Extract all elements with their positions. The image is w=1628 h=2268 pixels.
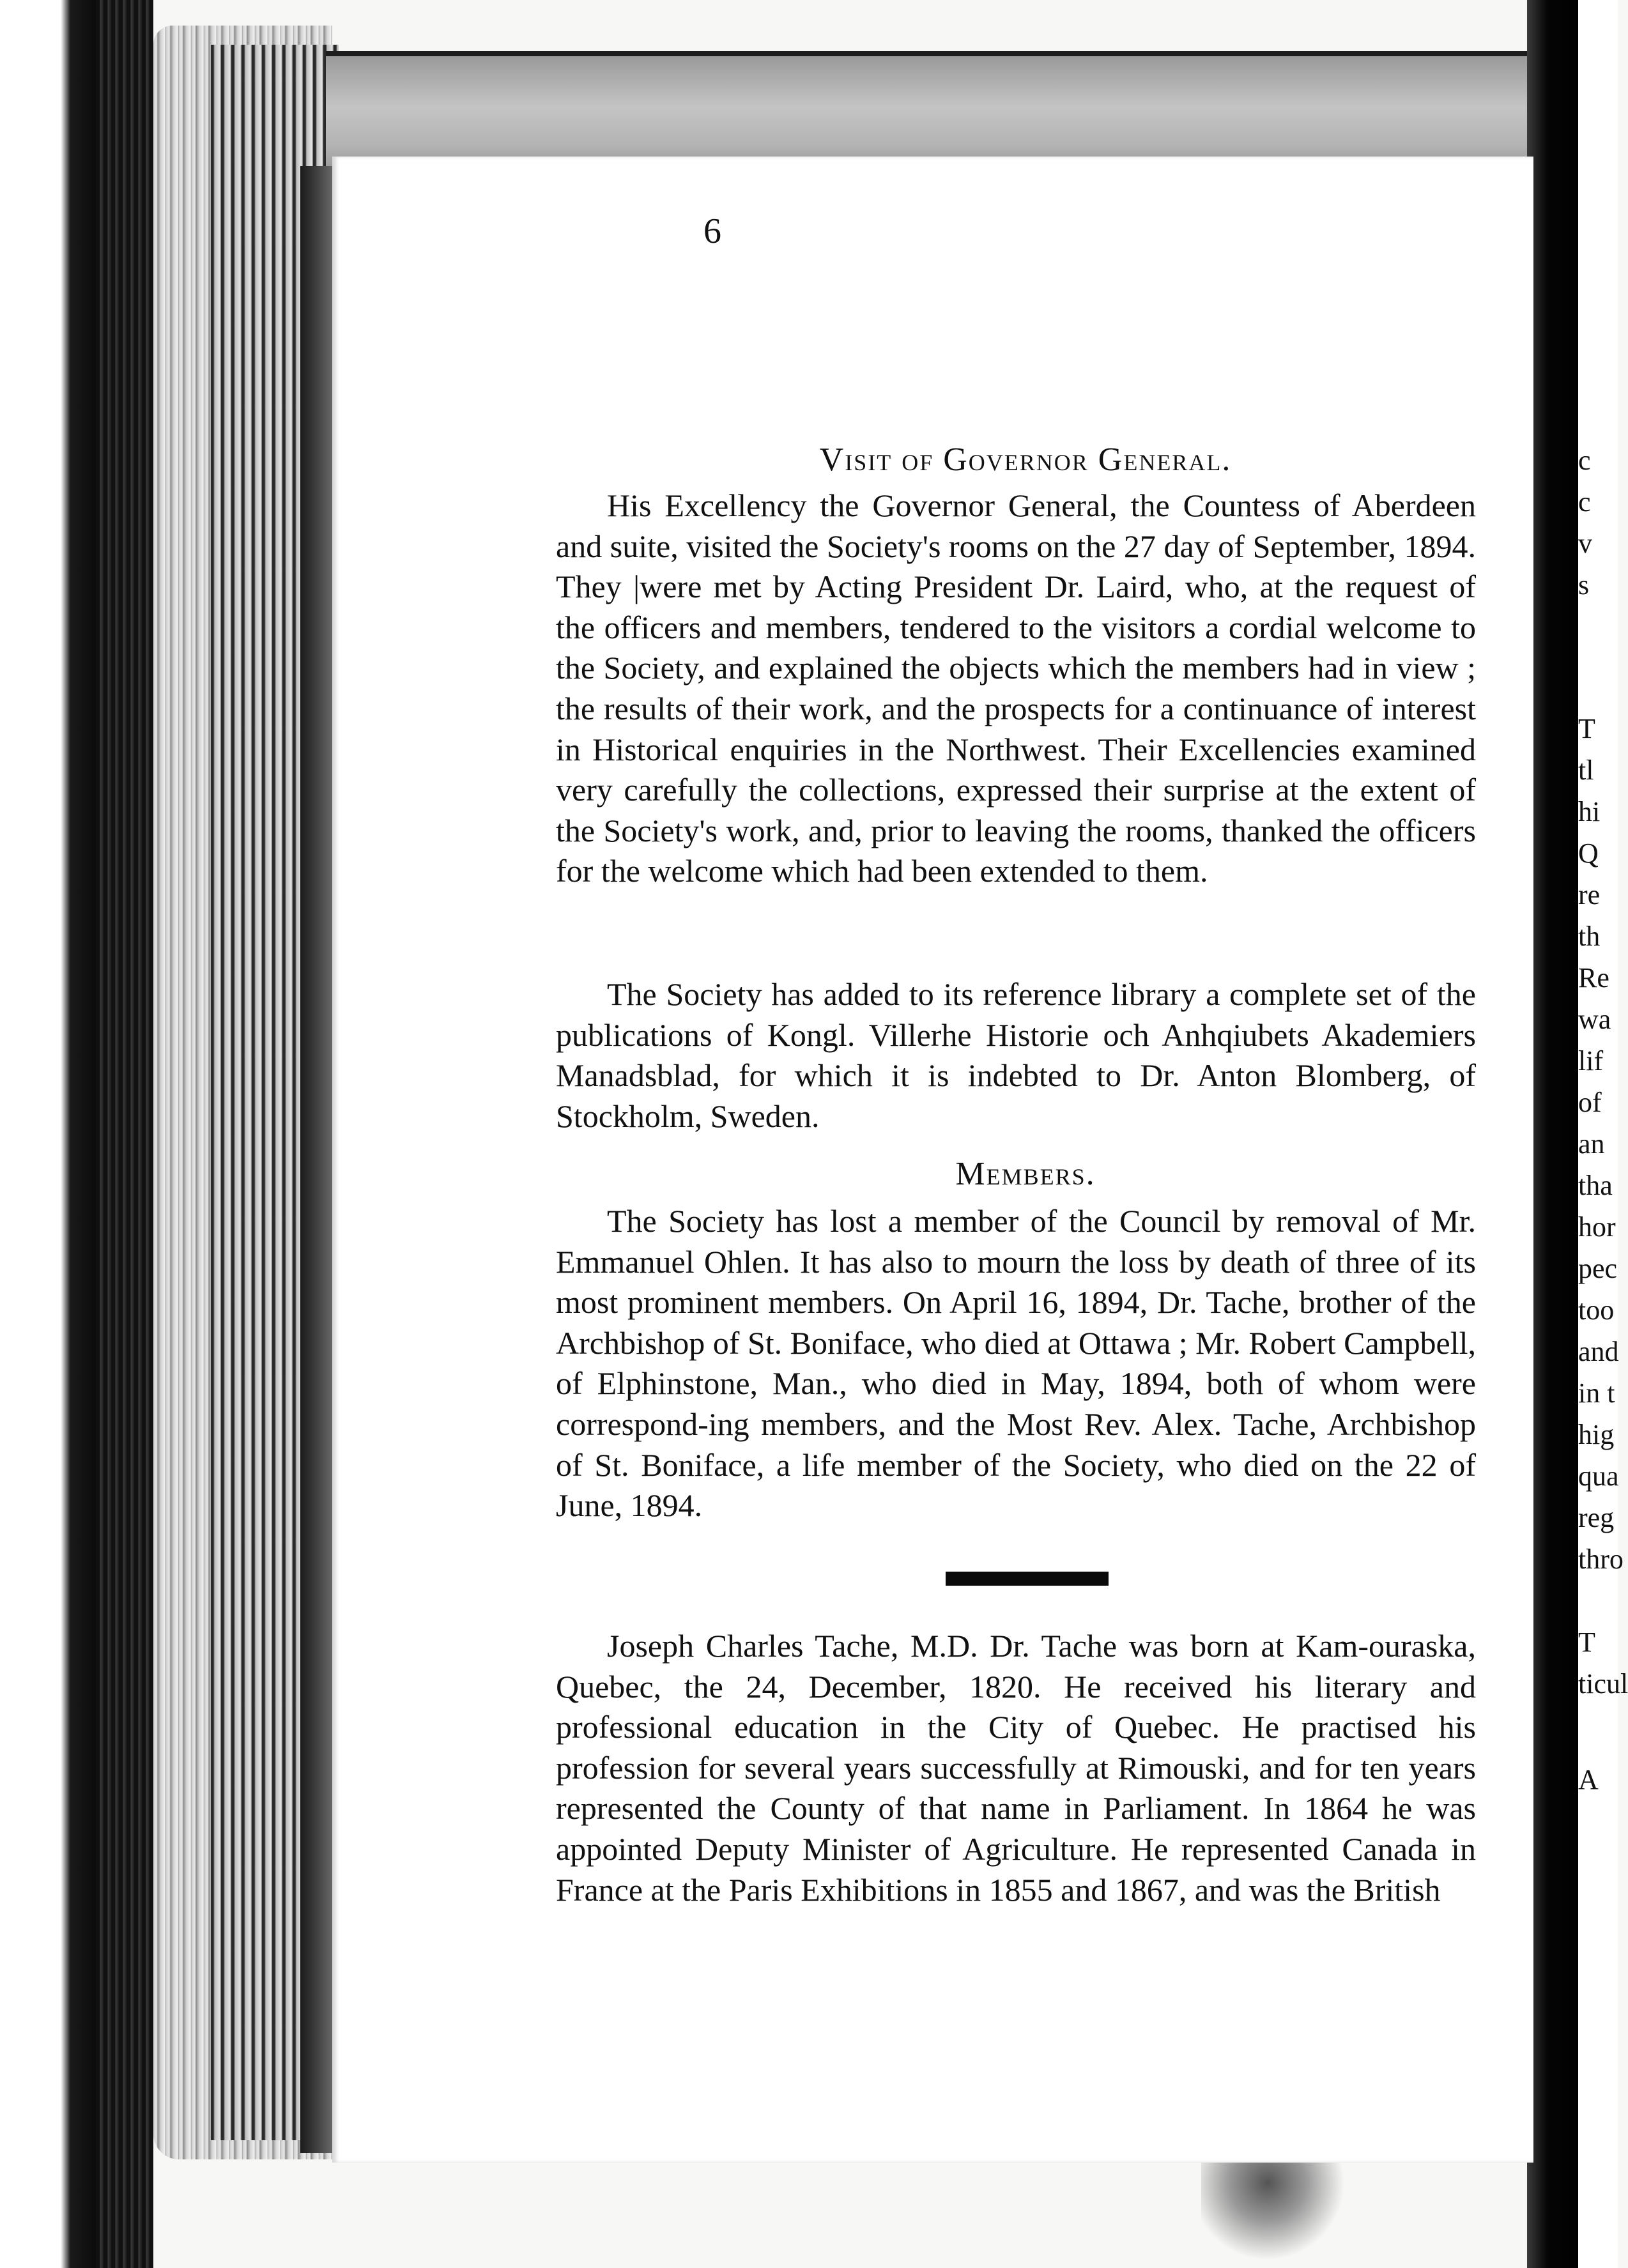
fragment-text: wa xyxy=(1578,1004,1611,1035)
fragment-text: in t xyxy=(1578,1377,1615,1409)
fragment-text: and xyxy=(1578,1336,1619,1367)
fragment-text: hor xyxy=(1578,1211,1616,1243)
fragment-text: tha xyxy=(1578,1170,1613,1201)
fragment-text: s xyxy=(1578,569,1590,601)
paragraph-visit-1: His Excellency the Governor General, the Countess of Aberdeen and suite, visited the Society's rooms on the 27 day of September, 1894. They |were met by Acting President Dr. Laird, who, at the request of the officers and members, tendered to the visitors a cordial welcome to the Society, and explained the objects which the members had in view ; the results of their work, and the prospects for a continuance of interest in Historical enquiries in the Northwest. Their Excellencies examined very carefully the collections, expressed their surprise at the extent of the Society's work, and, prior to leaving the rooms, thanked the officers for the welcome which had been extended to them. xyxy=(556,487,1476,889)
fragment-text: thro xyxy=(1578,1544,1624,1575)
fragment-text: A xyxy=(1578,1764,1599,1795)
paragraph-biography-1: Joseph Charles Tache, M.D. Dr. Tache was born at Kam-ouraska, Quebec, the 24, December, 1820. He received his literary and professional education in the City of Quebec. He practised his profession for several years successfully at Rimouski, and for ten years represented the County of that name in Parliament. In 1864 he was appointed Deputy Minister of Agriculture. He represented Canada in France at the Paris Exhibitions in 1855 and 1867, and was the British xyxy=(556,1628,1476,1908)
section-divider xyxy=(946,1572,1109,1586)
fragment-text: c xyxy=(1578,445,1591,476)
facing-page-fragment xyxy=(1578,0,1628,2268)
fragment-text: qua xyxy=(1578,1460,1619,1492)
fragment-text: too xyxy=(1578,1294,1615,1326)
fragment-text: pec xyxy=(1578,1253,1618,1284)
fragment-text: Re xyxy=(1578,962,1609,993)
fragment-text: hi xyxy=(1578,796,1601,827)
fragment-text: Q xyxy=(1578,838,1599,869)
fragment-text: v xyxy=(1578,528,1592,559)
fragment-text: hig xyxy=(1578,1419,1615,1450)
page-number: 6 xyxy=(703,211,721,251)
section-heading-visit: Visit of Governor General. xyxy=(819,441,1232,478)
fragment-text: th xyxy=(1578,921,1601,952)
fragment-text: c xyxy=(1578,486,1591,517)
fragment-text: re xyxy=(1578,879,1601,910)
section-heading-members: Members. xyxy=(955,1156,1096,1192)
paper-fray xyxy=(1201,2147,1367,2268)
fragment-text: T xyxy=(1578,1627,1595,1658)
fragment-text: ticul xyxy=(1578,1668,1628,1699)
book-binding-left xyxy=(0,0,96,2268)
paragraph-visit-2: The Society has added to its reference library a complete set of the publications of Kongl. Villerhe Historie och Anhqiubets Akademiers Manadsblad, for which it is indebted to Dr. Anton Blomberg, of Stockholm, Sweden. xyxy=(556,976,1476,1134)
fragment-text: tl xyxy=(1578,755,1594,786)
book-cover-edge xyxy=(96,0,153,2268)
fragment-text: an xyxy=(1578,1128,1605,1160)
fragment-text: of xyxy=(1578,1087,1602,1118)
paragraph-members-1: The Society has lost a member of the Council by removal of Mr. Emmanuel Ohlen. It has also to mourn the loss by death of three of its most prominent members. On April 16, 1894, Dr. Tache, brother of the Archbishop of St. Boniface, who died at Ottawa ; Mr. Robert Campbell, of Elphinstone, Man., who died in May, 1894, both of whom were correspond-ing members, and the Most Rev. Alex. Tache, Archbishop of St. Boniface, a life member of the Society, who died on the 22 of June, 1894. xyxy=(556,1203,1477,1524)
fragment-text: reg xyxy=(1578,1502,1615,1533)
fragment-text: T xyxy=(1578,713,1595,744)
fragment-text: lif xyxy=(1578,1045,1604,1077)
book-gutter-right xyxy=(1527,0,1578,2268)
